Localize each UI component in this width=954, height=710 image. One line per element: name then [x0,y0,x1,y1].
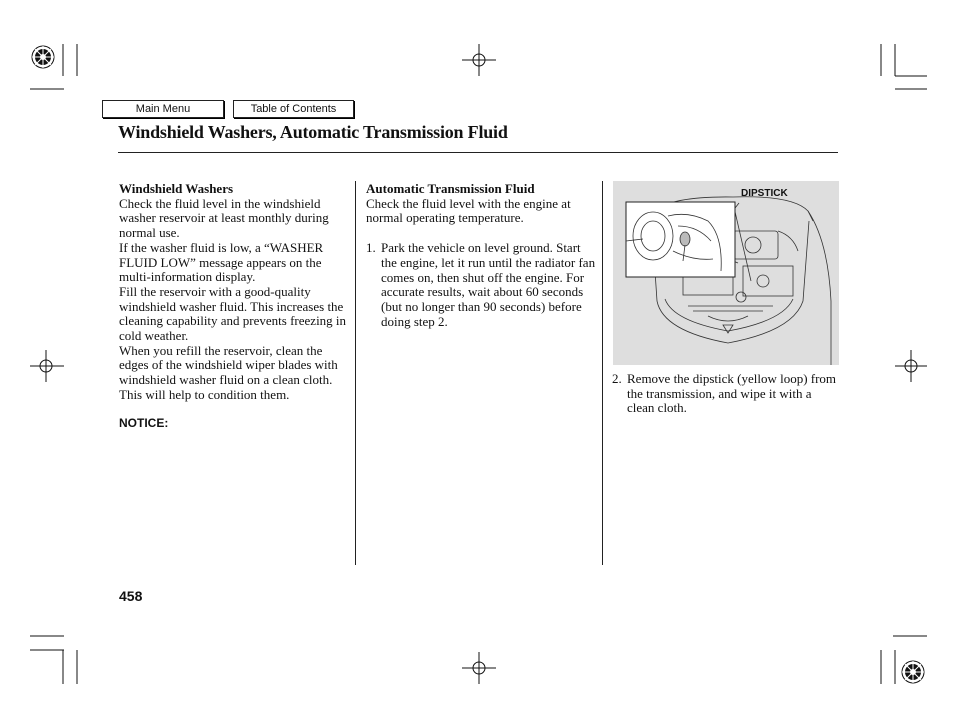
paragraph: When you refill the reservoir, clean the edges of the windshield wiper blades with windshield washer fluid on a clean cloth. This will help to condition them. [119,342,338,402]
section-heading-windshield-washers: Windshield Washers [119,181,234,196]
step-item [366,241,596,329]
column-step-two [612,372,840,416]
paragraph: Check the fluid level with the engine at normal operating temperature. [366,195,571,226]
column-divider [602,181,603,565]
step-item [612,372,840,416]
column-transmission-fluid [366,182,596,329]
column-divider [355,181,356,565]
registration-starburst-icon [902,661,924,683]
engine-bay-illustration [613,181,839,365]
section-heading-transmission-fluid: Automatic Transmission Fluid [366,181,535,196]
paragraph: Fill the reservoir with a good-quality windshield washer fluid. This increases the cleaning capability and prevents freezing in cold weather. [119,283,347,344]
column-windshield-washers [119,182,347,430]
paragraph: If the washer fluid is low, a “WASHER FLUID LOW” message appears on the multi-information display. [119,239,324,285]
step-number: 2. [612,371,622,386]
page-number: 458 [119,588,143,604]
paragraph: Check the fluid level in the windshield washer reservoir at least monthly during normal use. [119,195,329,241]
notice-label: NOTICE: [119,415,169,430]
engine-bay-drawing [613,181,839,365]
page-title: Windshield Washers, Automatic Transmission Fluid [118,122,508,142]
table-of-contents-button[interactable]: Table of Contents [233,100,354,118]
dipstick-callout-label: DIPSTICK [741,188,788,199]
main-menu-button[interactable]: Main Menu [102,100,224,118]
title-divider [118,152,838,153]
step-text: Park the vehicle on level ground. Start the engine, let it run until the radiator fan comes on, then shut off the engine. For accurate results, wait about 60 seconds (but no longer than 90 seconds) before doing step 2. [381,240,596,329]
step-text: Remove the dipstick (yellow loop) from the transmission, and wipe it with a clean cloth. [627,371,837,416]
step-number: 1. [366,240,376,256]
registration-starburst-icon [32,46,54,68]
